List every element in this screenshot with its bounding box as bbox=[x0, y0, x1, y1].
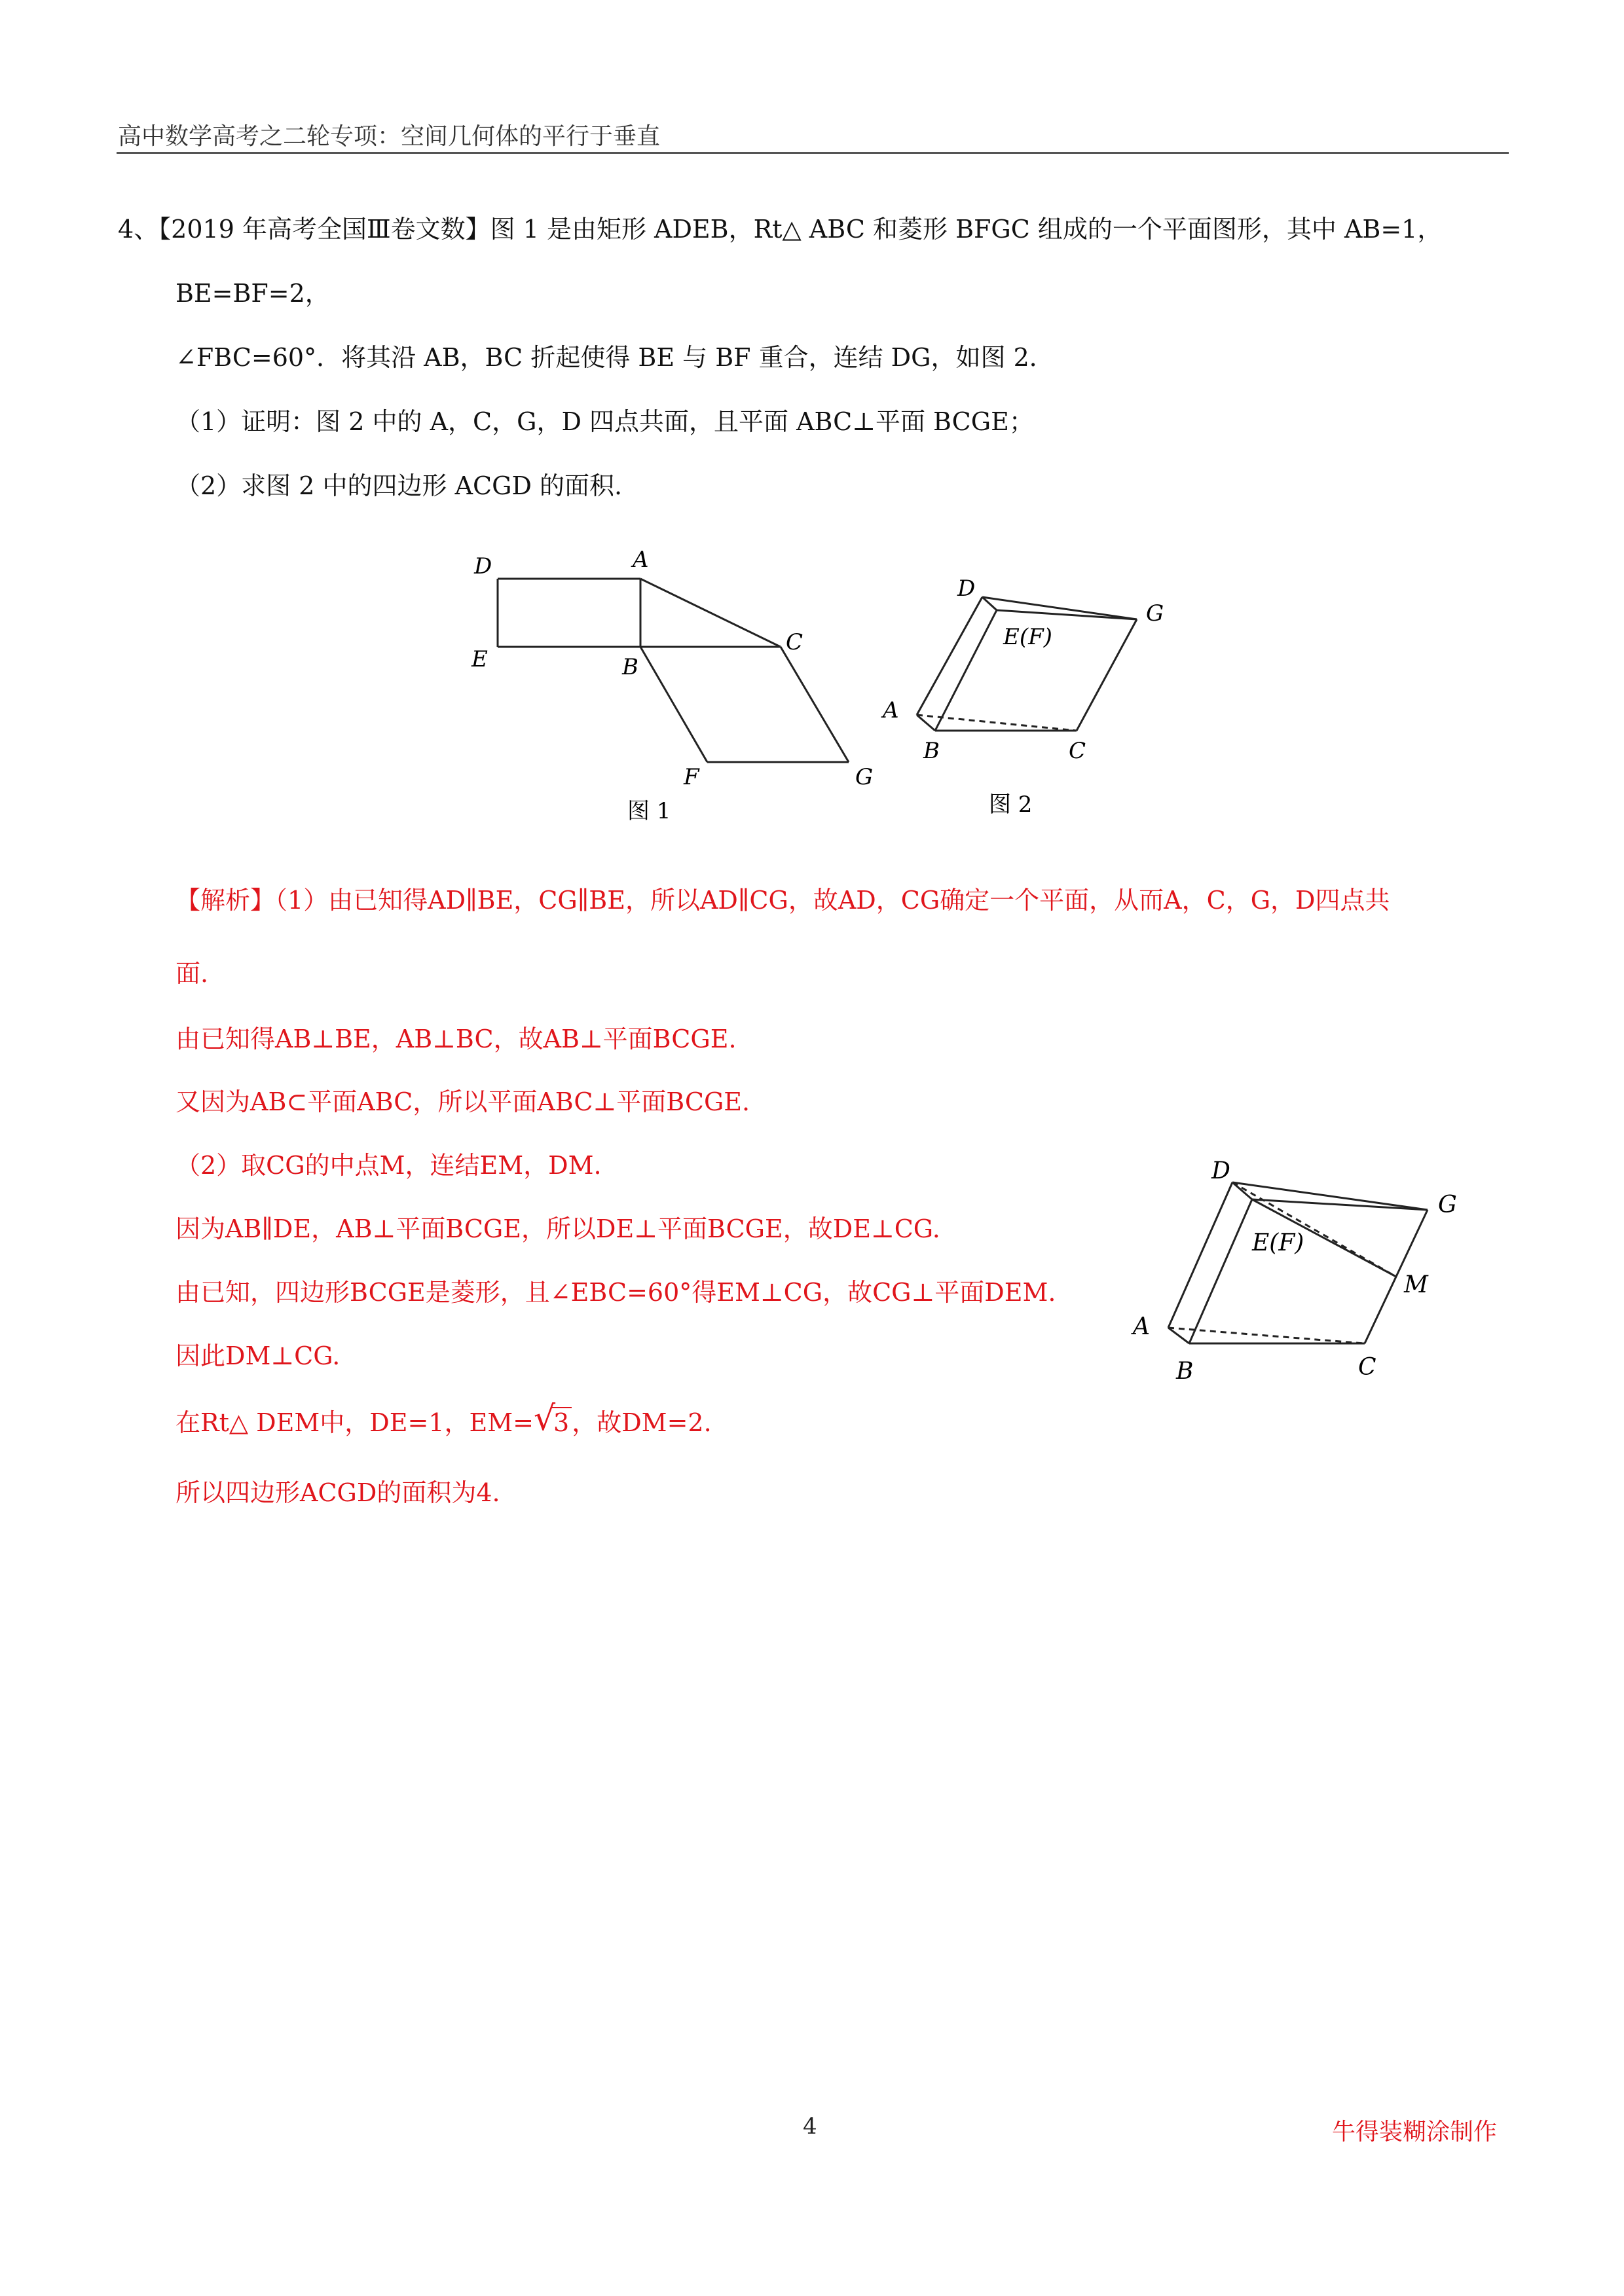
fig3-label-D: D bbox=[1211, 1157, 1230, 1184]
solution-line-7: 由已知，四边形BCGE是菱形，且∠EBC=60°得EM⊥CG，故CG⊥平面DEM. bbox=[175, 1278, 1056, 1307]
fig1-label-E: E bbox=[471, 646, 488, 672]
fig2-label-C: C bbox=[1069, 738, 1086, 764]
fig1-label-D: D bbox=[474, 553, 492, 579]
fig3-label-M: M bbox=[1404, 1271, 1428, 1298]
figure-1-planar-net bbox=[458, 537, 904, 831]
fig2-caption: 图 2 bbox=[989, 792, 1033, 818]
page-header-title: 高中数学高考之二轮专项：空间几何体的平行于垂直 bbox=[118, 123, 661, 150]
fig1-caption: 图 1 bbox=[627, 798, 671, 824]
solution-line-8: 因此DM⊥CG. bbox=[175, 1341, 341, 1370]
solution-line-6: 因为AB∥DE，AB⊥平面BCGE，所以DE⊥平面BCGE，故DE⊥CG. bbox=[175, 1214, 940, 1243]
fig1-label-F: F bbox=[684, 764, 699, 790]
solution-line-9-post: ，故DM=2. bbox=[572, 1408, 712, 1437]
footer-maker: 牛得装糊涂制作 bbox=[1332, 2119, 1498, 2145]
fig1-label-B: B bbox=[622, 654, 638, 680]
sqrt-radicand: 3 bbox=[551, 1407, 572, 1437]
solution-part1-line2: 面. bbox=[175, 959, 209, 988]
fig1-label-C: C bbox=[786, 629, 803, 655]
page-number: 4 bbox=[803, 2113, 817, 2140]
solution-part1-line1: 【解析】（1）由已知得AD∥BE，CG∥BE，所以AD∥CG，故AD，CG确定一个平面，从而A，C，G，D四点共 bbox=[175, 886, 1390, 915]
fig2-label-G: G bbox=[1146, 600, 1164, 627]
question-line-2: BE=BF=2， bbox=[175, 279, 330, 308]
fig1-label-G: G bbox=[855, 764, 874, 790]
fig2-label-EF: E(F) bbox=[1003, 624, 1052, 650]
solution-line-4: 又因为AB⊂平面ABC，所以平面ABC⊥平面BCGE. bbox=[175, 1087, 750, 1116]
solution-line-9 bbox=[175, 1399, 712, 1439]
figure-3-solution-solid bbox=[1113, 1152, 1480, 1414]
question-part-2: （2）求图 2 中的四边形 ACGD 的面积. bbox=[175, 471, 623, 500]
sqrt-expression: √ 3 bbox=[534, 1406, 572, 1439]
fig2-label-A: A bbox=[883, 697, 899, 723]
fig1-label-A: A bbox=[633, 547, 649, 573]
solution-part2-line1: （2）取CG的中点M，连结EM，DM. bbox=[175, 1151, 602, 1180]
question-line-1: 4、【2019 年高考全国Ⅲ卷文数】图 1 是由矩形 ADEB，Rt△ ABC 和菱形 BFGC 组成的一个平面图形，其中 AB=1， bbox=[118, 215, 1443, 244]
fig3-label-B: B bbox=[1176, 1358, 1194, 1385]
fig3-label-G: G bbox=[1438, 1192, 1457, 1218]
solution-conclusion: 所以四边形ACGD的面积为4. bbox=[175, 1478, 500, 1507]
header-divider bbox=[117, 152, 1509, 154]
solution-line-3: 由已知得AB⊥BE，AB⊥BC，故AB⊥平面BCGE. bbox=[175, 1025, 737, 1053]
question-line-3: ∠FBC=60°．将其沿 AB，BC 折起使得 BE 与 BF 重合，连结 DG，如图 2． bbox=[175, 343, 1054, 372]
fig3-label-EF: E(F) bbox=[1252, 1230, 1304, 1256]
fig2-label-B: B bbox=[923, 738, 940, 764]
fig3-label-A: A bbox=[1133, 1313, 1150, 1340]
solution-line-9-pre: 在Rt△ DEM中，DE=1，EM= bbox=[175, 1408, 534, 1437]
figure-2-folded-solid bbox=[864, 563, 1218, 825]
fig2-label-D: D bbox=[957, 575, 976, 602]
question-part-1: （1）证明：图 2 中的 A，C，G，D 四点共面，且平面 ABC⊥平面 BCGE； bbox=[175, 407, 1034, 436]
fig3-label-C: C bbox=[1358, 1354, 1376, 1381]
